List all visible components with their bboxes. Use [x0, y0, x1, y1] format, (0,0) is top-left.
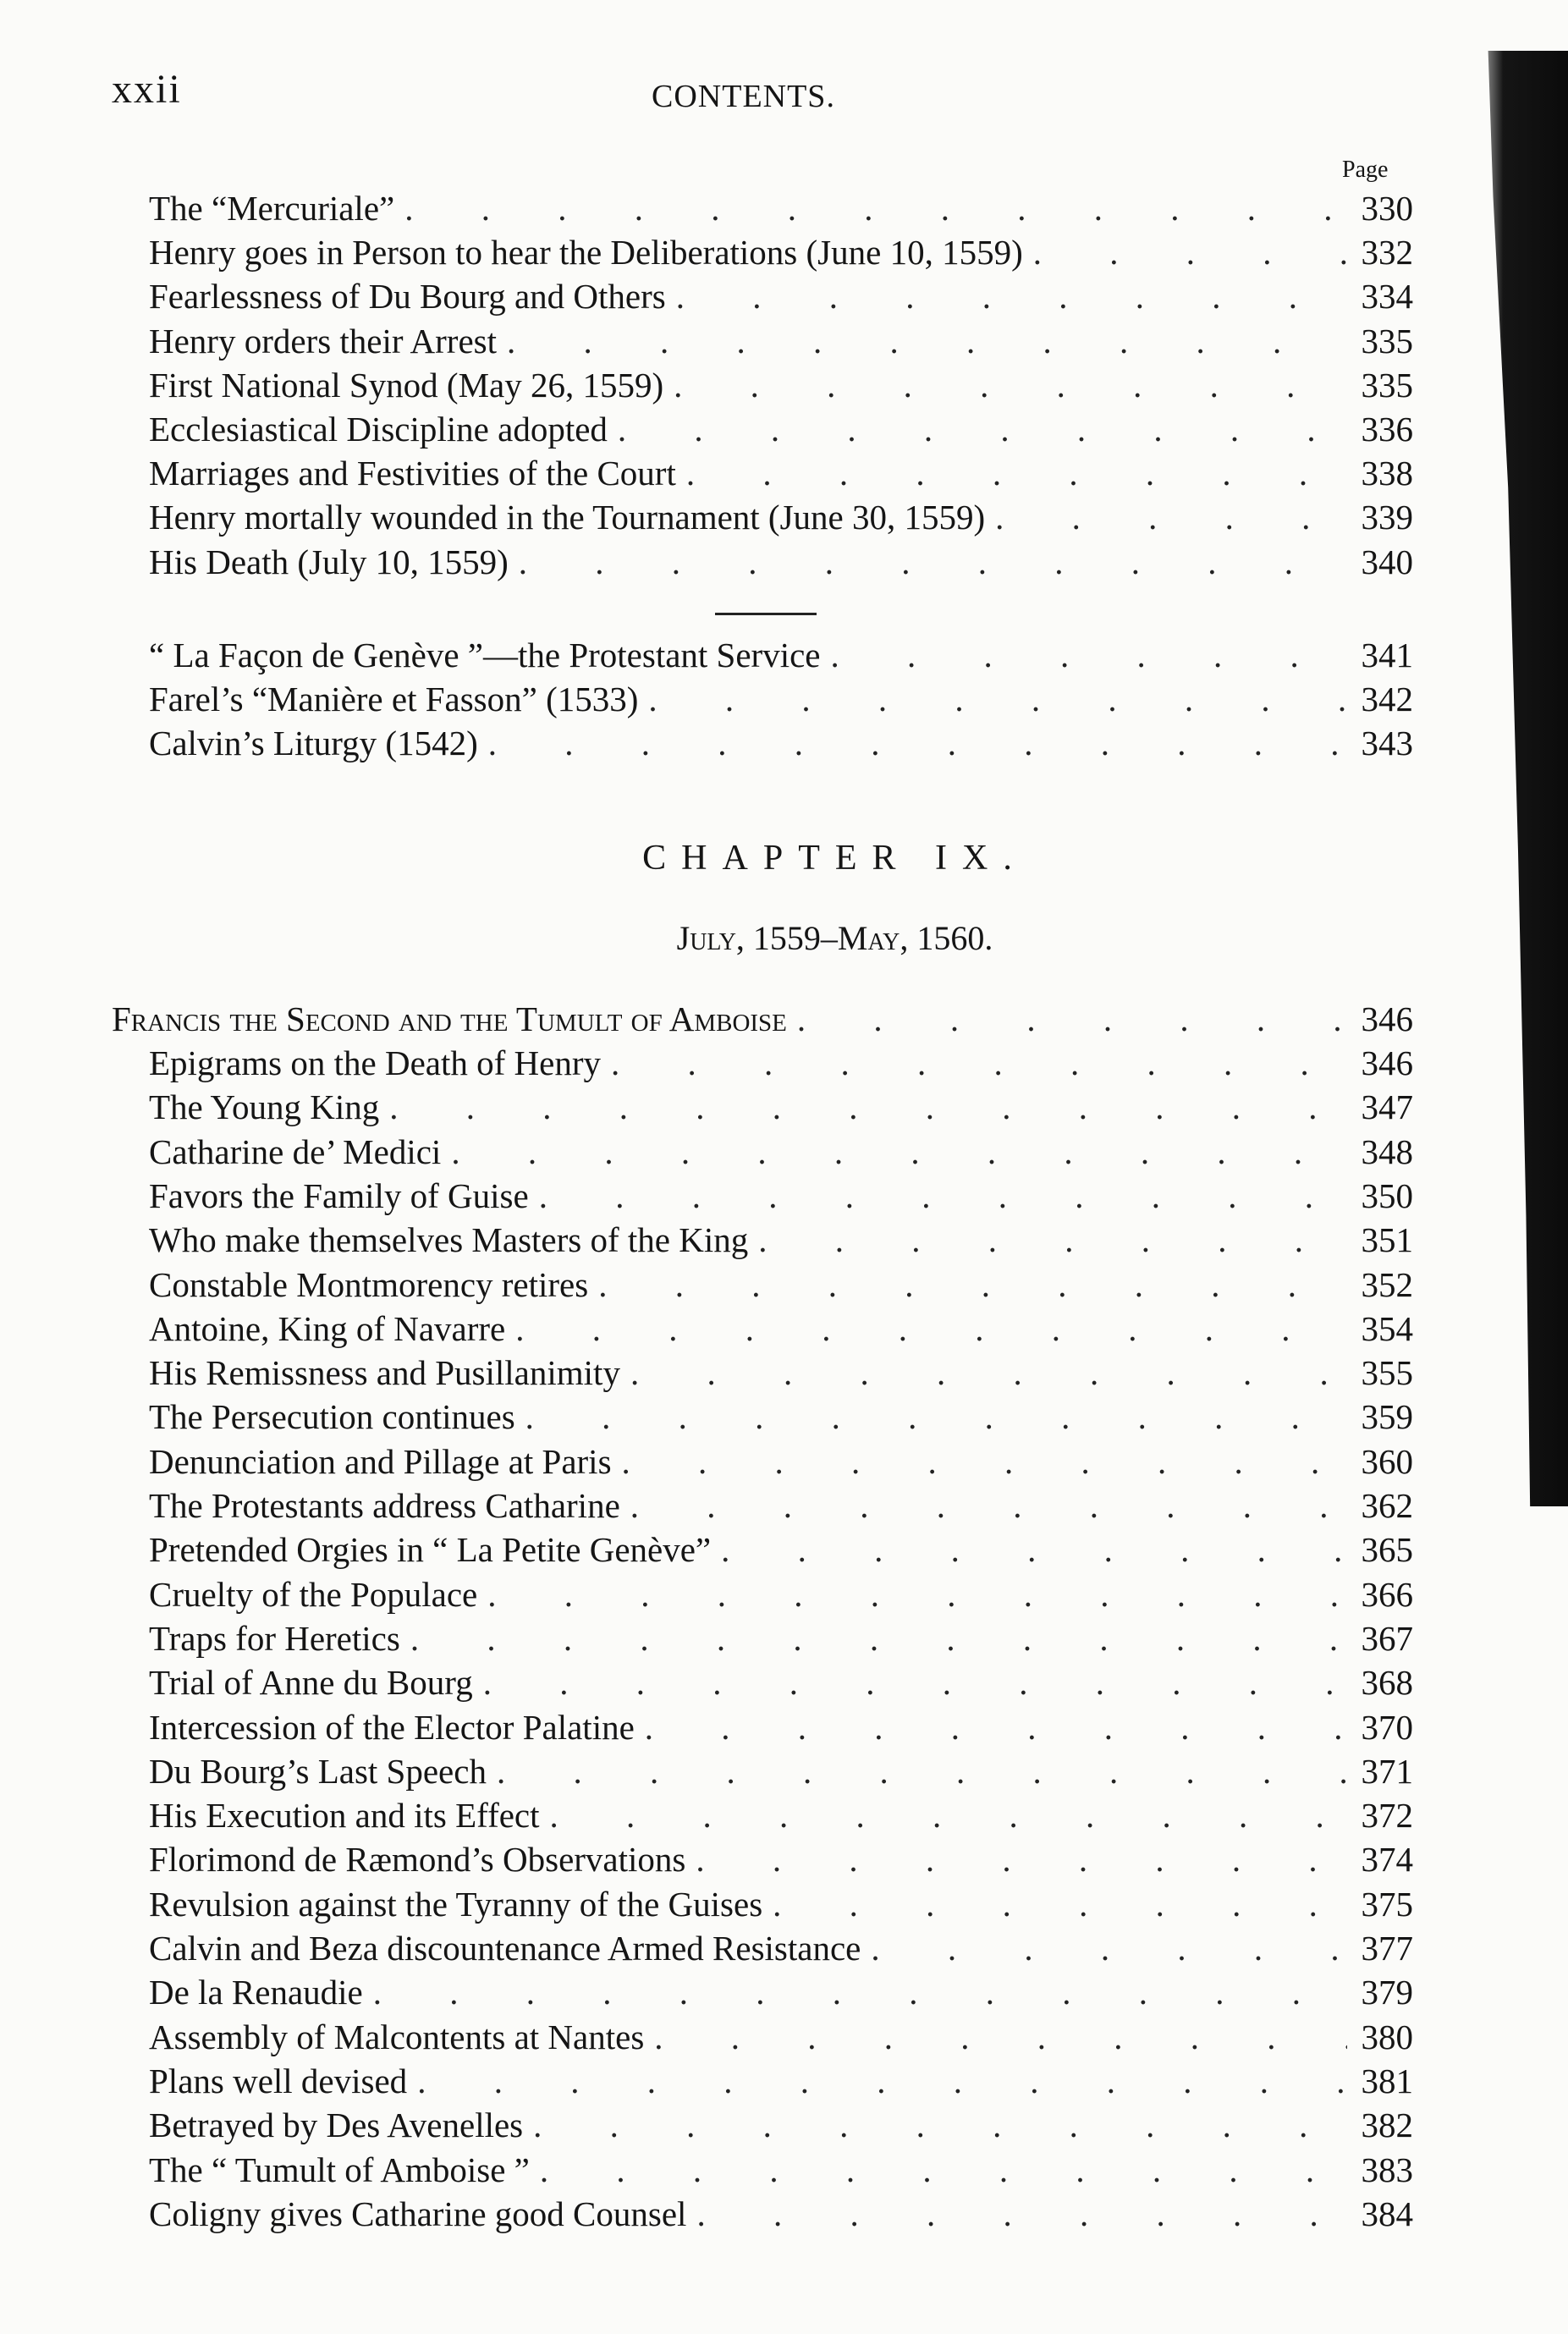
leader-dots	[487, 1751, 1347, 1792]
toc-entry-title: Marriages and Festivities of the Court	[149, 454, 676, 493]
toc-entry	[149, 1928, 1413, 1972]
leader-dots	[666, 276, 1347, 317]
toc-entry-page: 343	[1361, 724, 1413, 763]
toc-entry-title: Constable Montmorency retires	[149, 1264, 589, 1304]
toc-entry-title: Revulsion against the Tyranny of the Guises	[149, 1884, 763, 1924]
leader-dots	[608, 409, 1347, 449]
toc-entry-title: Traps for Heretics	[149, 1618, 400, 1658]
leader-dots	[363, 1972, 1347, 2012]
toc-entry	[149, 1219, 1413, 1263]
toc-entry-page: 355	[1361, 1353, 1413, 1393]
toc-entry-title: The “ Tumult of Amboise ”	[149, 2150, 530, 2189]
toc-entry	[149, 2061, 1413, 2105]
leader-dots	[407, 2061, 1347, 2101]
toc-entry-page: 359	[1361, 1397, 1413, 1437]
leader-dots	[635, 1707, 1347, 1748]
toc-entry	[149, 1884, 1413, 1928]
leader-dots	[676, 453, 1347, 493]
leader-dots	[477, 1574, 1347, 1615]
toc-entry-page: 383	[1361, 2150, 1413, 2189]
toc-entry-page: 332	[1361, 233, 1413, 272]
toc-entry	[149, 1308, 1413, 1352]
toc-entry	[149, 232, 1413, 276]
toc-entry	[149, 409, 1413, 453]
toc-entry-title: His Death (July 10, 1559)	[149, 542, 509, 581]
leader-dots	[1023, 232, 1347, 272]
toc-entry-title: Ecclesiastical Discipline adopted	[149, 410, 608, 449]
toc-entry	[149, 1839, 1413, 1883]
toc-entry-page: 370	[1361, 1707, 1413, 1747]
toc-entry-title: Florimond de Ræmond’s Observations	[149, 1840, 686, 1880]
leader-dots	[394, 188, 1347, 228]
leader-dots	[530, 2150, 1347, 2190]
toc-entry-page: 335	[1361, 365, 1413, 405]
leader-dots	[523, 2105, 1347, 2145]
toc-entry-title: Denunciation and Pillage at Paris	[149, 1441, 612, 1481]
toc-entry-page: 377	[1361, 1929, 1413, 1968]
toc-entry	[149, 679, 1413, 723]
toc-entry-title: Calvin’s Liturgy (1542)	[149, 724, 478, 763]
toc-entry-page: 371	[1361, 1751, 1413, 1791]
toc-entry	[149, 321, 1413, 365]
toc-entry-page: 334	[1361, 277, 1413, 317]
toc-entry	[149, 1175, 1413, 1219]
toc-entry-page: 348	[1361, 1131, 1413, 1171]
chapter-main-page: 346	[1361, 999, 1413, 1038]
toc-entry	[149, 1441, 1413, 1485]
toc-entry-title: The Young King	[149, 1087, 380, 1127]
toc-entry-page: 381	[1361, 2061, 1413, 2100]
toc-entry-page: 384	[1361, 2194, 1413, 2233]
leader-dots	[509, 542, 1347, 582]
toc-entry-page: 362	[1361, 1486, 1413, 1525]
leader-dots	[505, 1308, 1347, 1349]
toc-entry-title: Betrayed by Des Avenelles	[149, 2106, 524, 2145]
toc-entry-title: Trial of Anne du Bourg	[149, 1663, 473, 1703]
toc-entry-title: Calvin and Beza discountenance Armed Resistance	[149, 1929, 861, 1968]
toc-entry	[149, 1043, 1413, 1087]
toc-entry-page: 360	[1361, 1441, 1413, 1481]
toc-entry-title: Intercession of the Elector Palatine	[149, 1707, 635, 1747]
toc-entry-title: Plans well devised	[149, 2061, 408, 2100]
page-folio: xxii	[112, 67, 182, 112]
leader-dots	[612, 1441, 1347, 1482]
toc-entry	[149, 2017, 1413, 2061]
leader-dots	[748, 1219, 1347, 1260]
toc-entry	[149, 1264, 1413, 1308]
leader-dots	[473, 1662, 1347, 1703]
toc-entry	[149, 2150, 1413, 2194]
running-head: CONTENTS.	[652, 79, 835, 114]
toc-entry-title: Coligny gives Catharine good Counsel	[149, 2194, 687, 2233]
toc-entry	[149, 635, 1413, 679]
toc-entry	[149, 1485, 1413, 1529]
toc-entry-page: 382	[1361, 2106, 1413, 2145]
toc-entry-page: 342	[1361, 680, 1413, 719]
toc-entry-title: De la Renaudie	[149, 1973, 363, 2012]
toc-entry	[149, 1795, 1413, 1839]
toc-entry	[149, 1751, 1413, 1795]
toc-entry-title: Henry orders their Arrest	[149, 321, 498, 361]
toc-entry	[149, 1131, 1413, 1175]
toc-entry-title: His Remissness and Pusillanimity	[149, 1353, 620, 1393]
leader-dots	[644, 2017, 1347, 2057]
toc-entry	[149, 1618, 1413, 1662]
page-column-label: Page	[1342, 157, 1389, 183]
toc-entry-title: Assembly of Malcontents at Nantes	[149, 2017, 645, 2056]
toc-entry-page: 347	[1361, 1087, 1413, 1127]
toc-entry-title: First National Synod (May 26, 1559)	[149, 365, 664, 405]
toc-entry	[149, 1972, 1413, 2016]
toc-entry-page: 336	[1361, 410, 1413, 449]
toc-entry-page: 340	[1361, 542, 1413, 581]
leader-dots	[685, 1839, 1347, 1880]
leader-dots	[620, 1485, 1347, 1526]
chapter-main-entry	[112, 999, 1413, 1043]
toc-entry-title: The Persecution continues	[149, 1397, 515, 1437]
toc-entry	[149, 453, 1413, 497]
leader-dots	[601, 1043, 1347, 1083]
toc-entry-page: 341	[1361, 636, 1413, 674]
toc-entry-title: Henry mortally wounded in the Tournament (June 30, 1559)	[149, 498, 986, 537]
leader-dots	[686, 2194, 1347, 2234]
toc-entry-title: Pretended Orgies in “ La Petite Genève”	[149, 1530, 712, 1570]
toc-entry-page: 339	[1361, 498, 1413, 537]
toc-entry-page: 352	[1361, 1264, 1413, 1304]
leader-dots	[478, 723, 1347, 763]
toc-entry-page: 330	[1361, 189, 1413, 228]
toc-entry	[149, 365, 1413, 409]
toc-entry-page: 368	[1361, 1663, 1413, 1703]
toc-entry	[149, 276, 1413, 320]
toc-entry	[149, 542, 1413, 586]
toc-entry-title: Henry goes in Person to hear the Deliberations (June 10, 1559)	[149, 233, 1023, 272]
toc-entry	[149, 723, 1413, 767]
toc-entry	[149, 1352, 1413, 1396]
leader-dots	[821, 635, 1348, 675]
chapter-dates: July, 1559–May, 1560.	[676, 919, 993, 957]
toc-entry	[149, 188, 1413, 232]
toc-entry-title: The Protestants address Catharine	[149, 1486, 620, 1525]
toc-entry-page: 365	[1361, 1530, 1413, 1570]
toc-entry	[149, 497, 1413, 541]
toc-entry-title: Fearlessness of Du Bourg and Others	[149, 277, 666, 317]
section-divider	[715, 613, 817, 615]
leader-dots	[400, 1618, 1347, 1659]
toc-entry-page: 375	[1361, 1884, 1413, 1924]
leader-dots	[588, 1264, 1347, 1305]
toc-entry-title: Du Bourg’s Last Speech	[149, 1751, 487, 1791]
chapter-heading: CHAPTER IX.	[642, 839, 1027, 878]
toc-entry	[149, 1529, 1413, 1573]
chapter-main-title: Francis the Second and the Tumult of Amboise	[112, 999, 787, 1038]
leader-dots	[515, 1396, 1347, 1437]
leader-dots	[638, 679, 1347, 719]
toc-entry-page: 346	[1361, 1043, 1413, 1082]
toc-entry-title: Who make themselves Masters of the King	[149, 1220, 749, 1260]
toc-entry	[149, 2194, 1413, 2238]
toc-entry-page: 366	[1361, 1574, 1413, 1614]
leader-dots	[985, 497, 1347, 537]
leader-dots	[787, 999, 1347, 1039]
leader-dots	[711, 1529, 1347, 1570]
toc-entry-page: 374	[1361, 1840, 1413, 1880]
leader-dots	[762, 1884, 1347, 1924]
toc-entry	[149, 1574, 1413, 1618]
toc-entry-page: 379	[1361, 1973, 1413, 2012]
leader-dots	[379, 1087, 1347, 1127]
toc-entry-title: Favors the Family of Guise	[149, 1175, 529, 1215]
leader-dots	[663, 365, 1347, 405]
leader-dots	[620, 1352, 1347, 1393]
leader-dots	[441, 1131, 1347, 1172]
toc-entry-title: His Execution and its Effect	[149, 1796, 540, 1836]
toc-entry-page: 367	[1361, 1618, 1413, 1658]
toc-entry-page: 351	[1361, 1220, 1413, 1260]
toc-entry	[149, 1662, 1413, 1706]
toc-entry-title: Epigrams on the Death of Henry	[149, 1043, 601, 1082]
toc-entry	[149, 2105, 1413, 2149]
leader-dots	[540, 1795, 1347, 1836]
scan-edge-shadow	[1468, 51, 1568, 1506]
toc-entry-title: Farel’s “Manière et Fasson” (1533)	[149, 680, 639, 719]
toc-entry	[149, 1087, 1413, 1131]
toc-entry-page: 380	[1361, 2017, 1413, 2056]
toc-entry-title: Cruelty of the Populace	[149, 1574, 478, 1614]
leader-dots	[497, 321, 1347, 361]
toc-entry-page: 338	[1361, 454, 1413, 493]
toc-entry-page: 350	[1361, 1175, 1413, 1215]
toc-entry-title: The “Mercuriale”	[149, 189, 395, 228]
toc-entry-page: 335	[1361, 321, 1413, 361]
toc-entry-title: Catharine de’ Medici	[149, 1131, 442, 1171]
toc-entry	[149, 1396, 1413, 1440]
leader-dots	[529, 1175, 1347, 1216]
toc-entry-title: Antoine, King of Navarre	[149, 1308, 506, 1348]
toc-entry-title: “ La Façon de Genève ”—the Protestant Service	[149, 636, 821, 674]
toc-entry-page: 372	[1361, 1796, 1413, 1836]
toc-entry-page: 354	[1361, 1308, 1413, 1348]
toc-entry	[149, 1707, 1413, 1751]
leader-dots	[861, 1928, 1347, 1968]
